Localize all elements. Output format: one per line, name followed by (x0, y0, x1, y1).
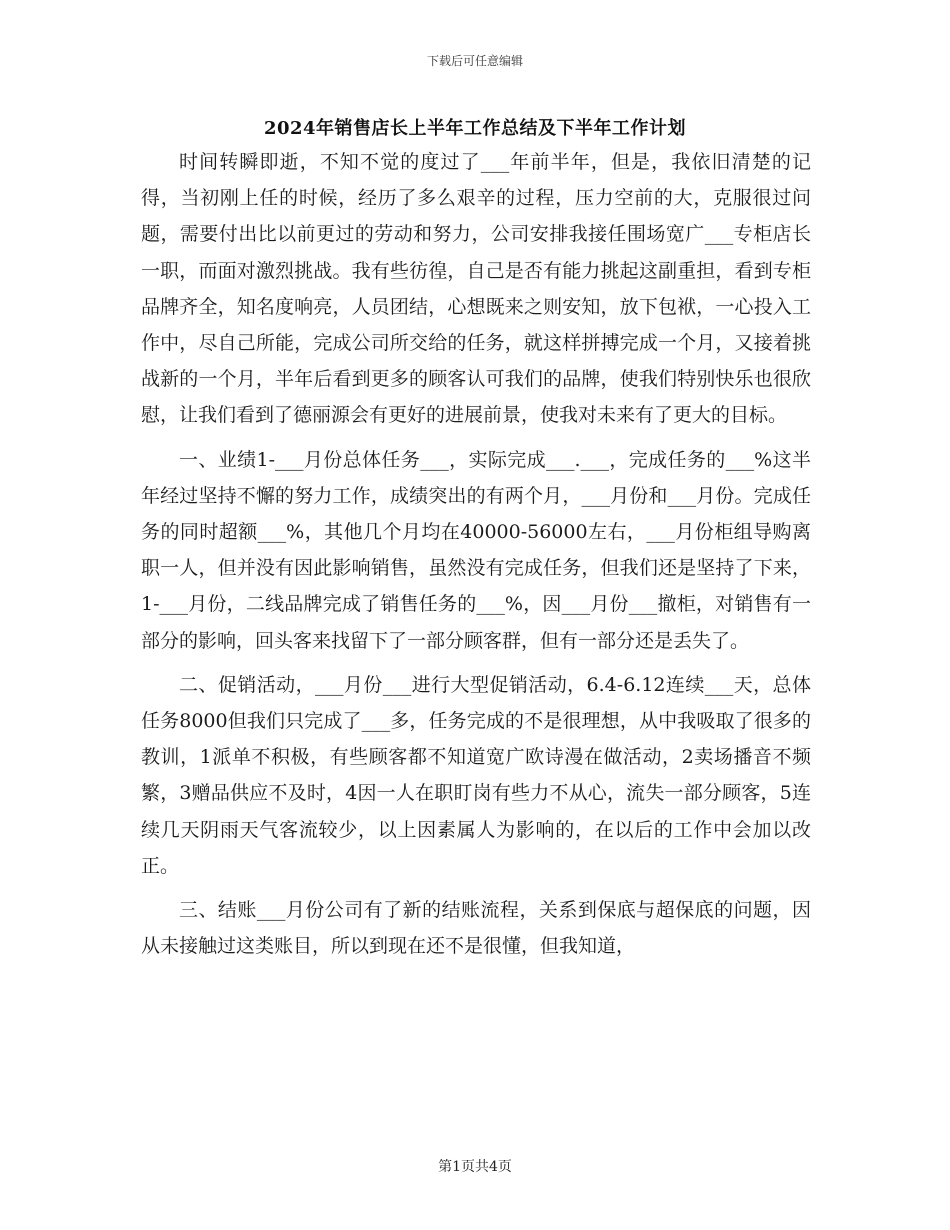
page-header-note: 下载后可任意编辑 (426, 54, 523, 68)
paragraph-promotion: 二、促销活动，___月份___进行大型促销活动，6.4-6.12连续___天，总体任务8000但我们只完成了___多，任务完成的不是很理想，从中我吸取了很多的教训，1派单不积极，有些顾客都不知道宽广欧诗漫在做活动，2卖场播音不频繁，3赠品供应不及时，4因一人在职盯岗有些力不从心，流失一部分顾客，5连续几天阴雨天气客流较少，以上因素属人为影响的，在以后的工作中会加以改正。 (141, 673, 811, 877)
paragraph-intro: 时间转瞬即逝，不知不觉的度过了___年前半年，但是，我依旧清楚的记得，当初刚上任的时候，经历了多么艰辛的过程，压力空前的大，克服很过问题，需要付出比以前更过的劳动和努力，公司安排我接任围场宽广___专柜店长一职，而面对激烈挑战。我有些彷徨，自己是否有能力挑起这副重担，看到专柜品牌齐全，知名度响亮，人员团结，心想既来之则安知，放下包袱，一心投入工作中，尽自己所能，完成公司所交给的任务，就这样拼搏完成一个月，又接着挑战新的一个月，半年后看到更多的顾客认可我们的品牌，使我们特别快乐也很欣慰，让我们看到了德丽源会有更好的进展前景，使我对未来有了更大的目标。 (141, 151, 811, 427)
page-number-footer: 第1页共4页 (438, 1159, 512, 1175)
paragraph-performance: 一、业绩1-___月份总体任务___，实际完成___.___，完成任务的___%这半年经过坚持不懈的努力工作，成绩突出的有两个月，___月份和___月份。完成任务的同时超额___%，其他几个月均在40000-56000左右，___月份柜组导购离职一人，但并没有因此影响销售，虽然没有完成任务，但我们还是坚持了下来，1-___月份，二线品牌完成了销售任务的___%，因___月份___撤柜，对销售有一部分的影响，回头客来找留下了一部分顾客群，但有一部分还是丢失了。 (141, 448, 811, 652)
document-title: 2024年销售店长上半年工作总结及下半年工作计划 (263, 118, 687, 139)
paragraph-settlement: 三、结账___月份公司有了新的结账流程，关系到保底与超保底的问题，因从未接触过这类账目，所以到现在还不是很懂，但我知道， (141, 899, 811, 958)
document-body (141, 144, 811, 964)
